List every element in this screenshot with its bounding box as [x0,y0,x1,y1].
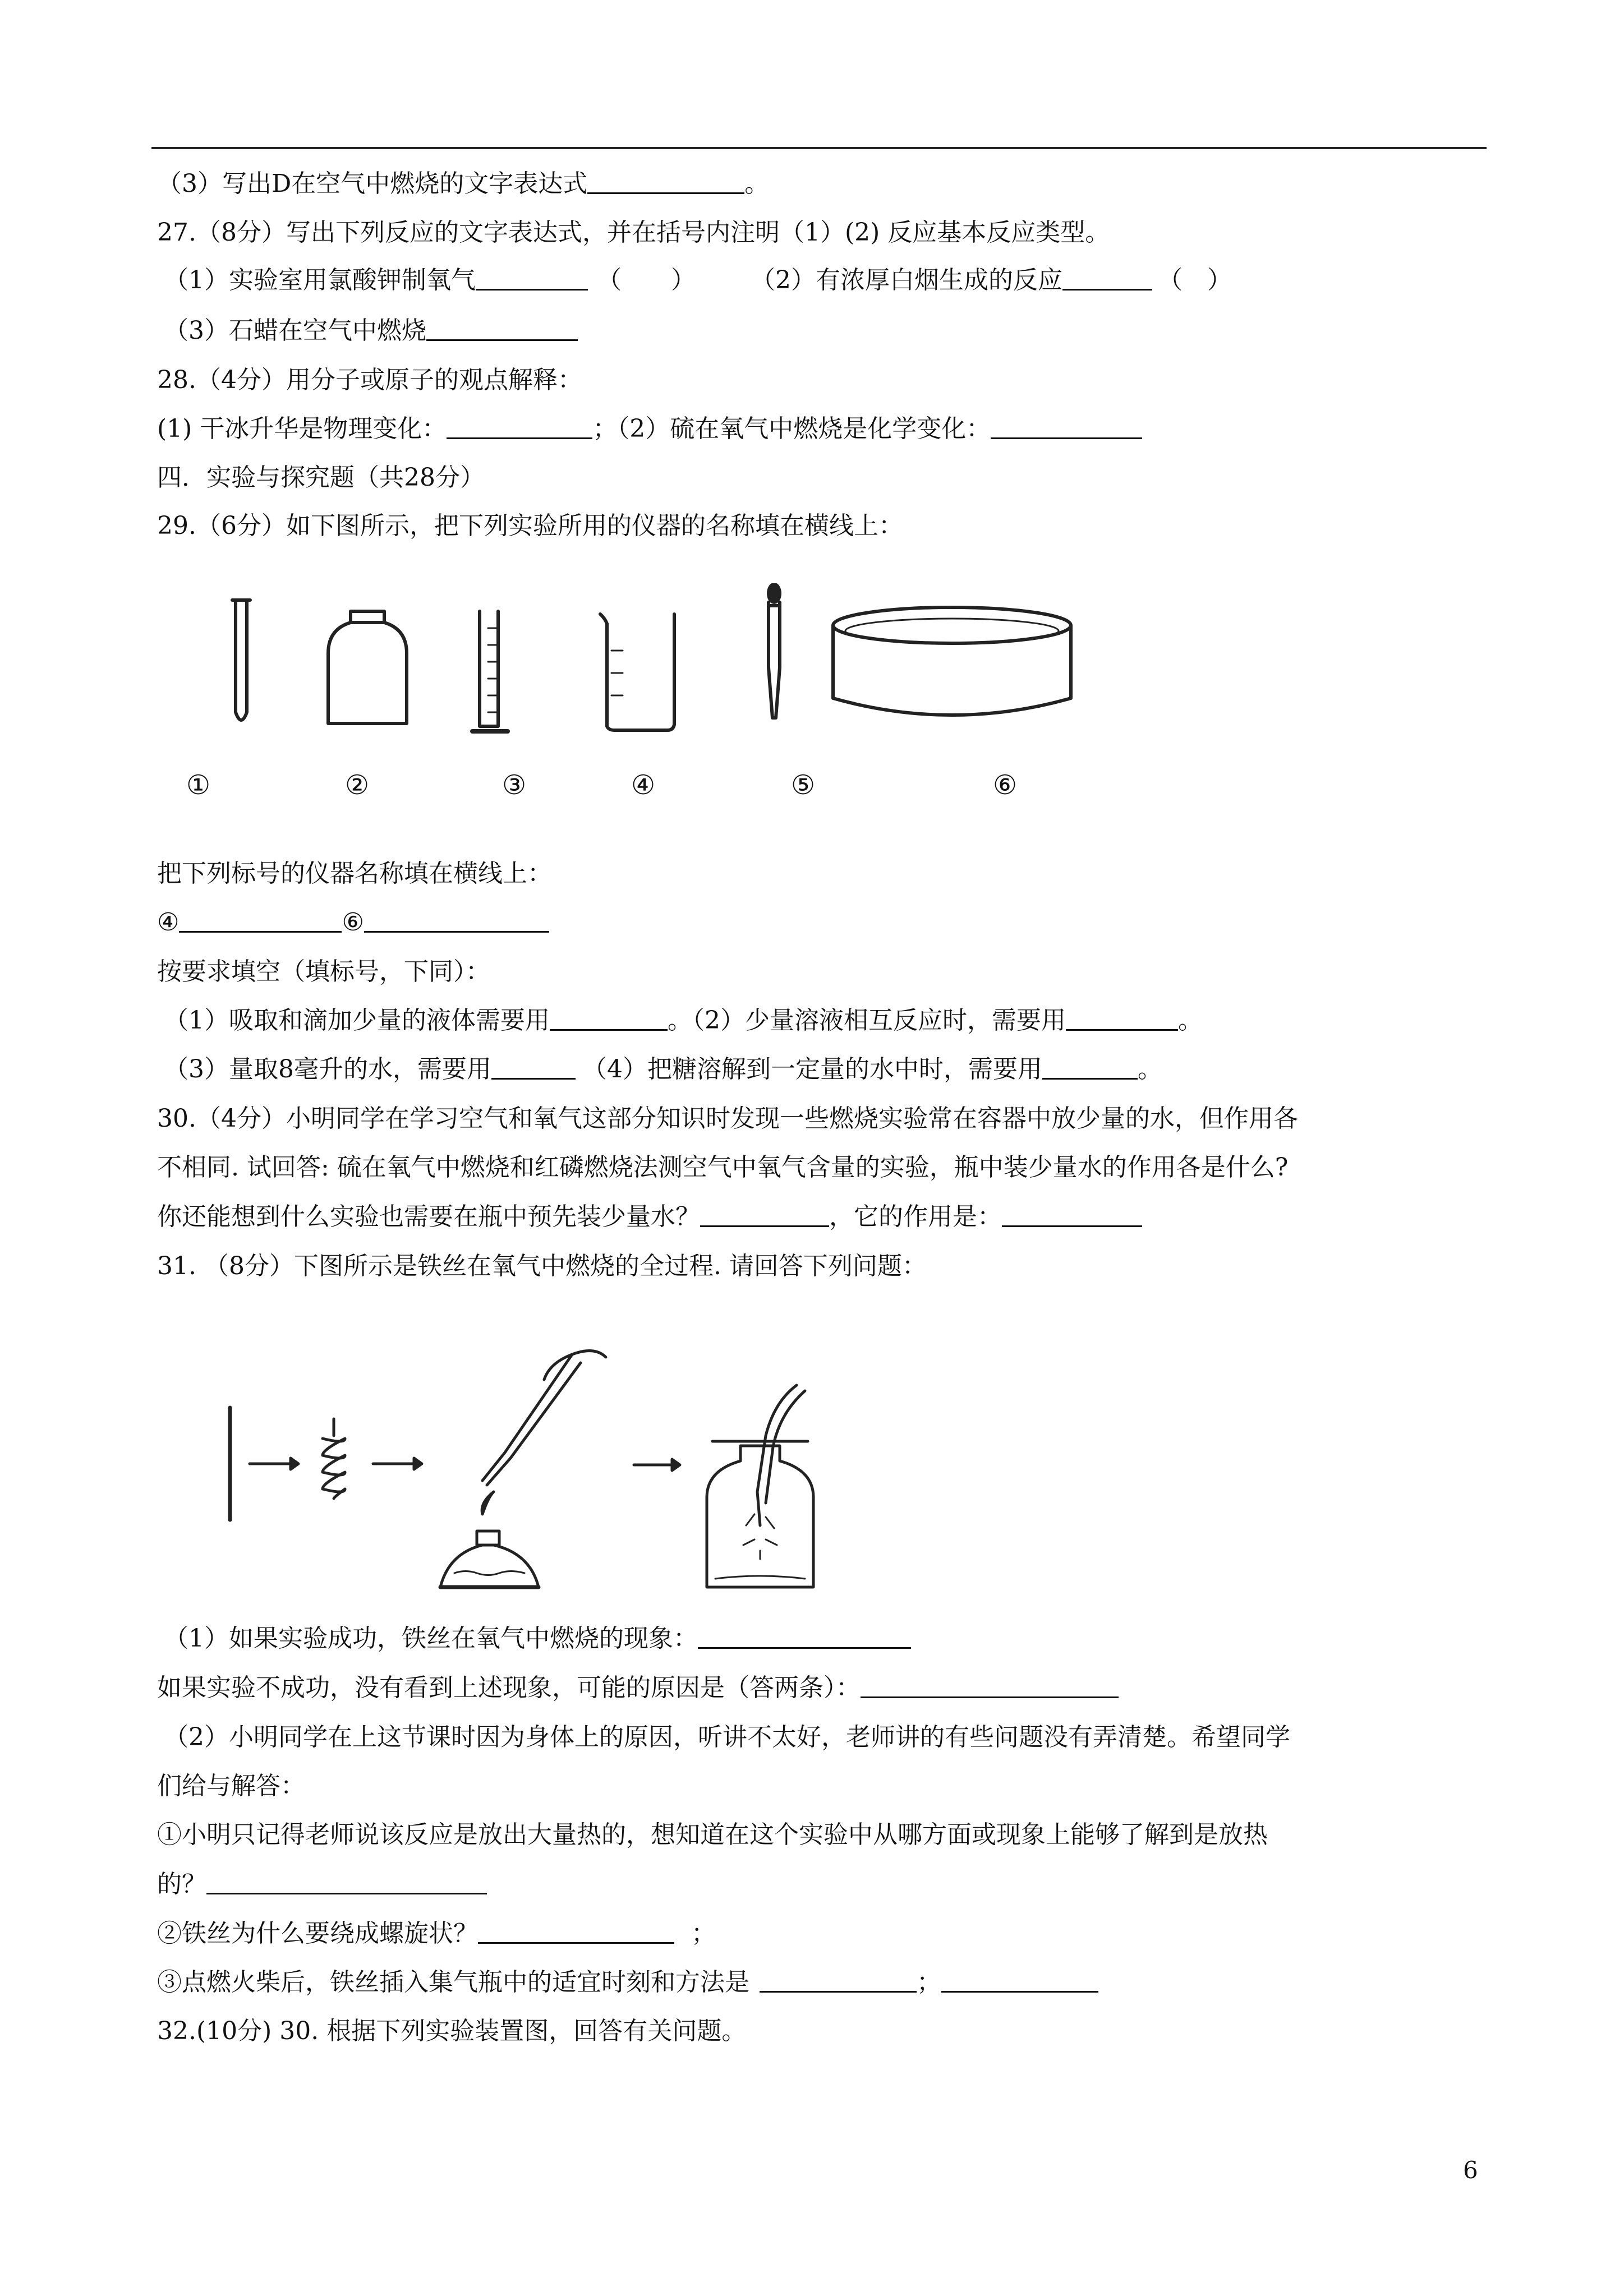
answer-blank[interactable] [364,906,549,933]
instrument-label-2: ② [345,769,370,801]
q31-1-failure [157,1671,1119,1705]
q31-2-b [157,1917,716,1951]
text: ；（2）硫在氧气中燃烧是化学变化： [592,414,991,443]
q29-1-2 [164,1004,1203,1038]
text: 。 [1138,1055,1162,1084]
text: 的？ [157,1870,206,1898]
answer-blank[interactable] [426,315,578,341]
instrument-label-1: ① [186,769,211,801]
instrument-label-6: ⑥ [993,769,1018,801]
q27-title: 27.（8分）写出下列反应的文字表达式，并在括号内注明（1）(2) 反应基本反应类型。 [157,218,1110,247]
q31-2-line1: （2）小明同学在上这节课时因为身体上的原因，听讲不太好，老师讲的有些问题没有弄清楚。希望同学 [164,1723,1290,1751]
dropper-icon [769,584,780,718]
iron-wire-combustion-figure [213,1324,886,1610]
q31-1 [164,1622,911,1656]
answer-blank[interactable] [179,906,342,933]
text: （4）把糖溶解到一定量的水中时，需要用 [582,1055,1042,1084]
q29-instruction-2: 按要求填空（填标号，下同）： [157,957,490,986]
answer-blank[interactable] [861,1672,1119,1698]
wide-mouth-bottle-icon [328,611,407,723]
text: （ ） [597,266,696,294]
text: ； [691,1919,716,1948]
q31-2-a-line1: ①小明只记得老师说该反应是放出大量热的，想知道在这个实验中从哪方面或现象上能够了解到是放热 [157,1820,1268,1849]
answer-blank[interactable] [991,413,1142,439]
graduated-cylinder-icon [472,611,508,731]
q31-2-c [157,1966,1098,1999]
text: 。 [1178,1006,1203,1035]
page-number: 6 [1463,2156,1478,2184]
answer-blank[interactable] [1042,1053,1138,1080]
text: （1）如果实验成功，铁丝在氧气中燃烧的现象： [164,1624,698,1653]
answer-blank[interactable] [476,264,588,291]
answer-blank[interactable] [700,1201,829,1227]
answer-blank[interactable] [587,168,744,194]
answer-blank[interactable] [1062,264,1152,291]
q30-line1: 30.（4分）小明同学在学习空气和氧气这部分知识时发现一些燃烧实验常在容器中放少量的水，但作用各 [157,1104,1298,1133]
answer-blank[interactable] [206,1868,487,1894]
text: 你还能想到什么实验也需要在瓶中预先装少量水？ [157,1202,700,1231]
text: 。 [744,169,770,198]
instrument-label-5: ⑤ [791,769,816,801]
q29-instruction: 把下列标号的仪器名称填在横线上： [157,859,552,888]
q31-title: 31. （8分）下图所示是铁丝在氧气中燃烧的全过程. 请回答下列问题： [157,1252,927,1280]
coiled-iron-wire-icon [323,1419,345,1499]
answer-blank[interactable] [491,1053,576,1080]
q30-line2: 不相同. 试回答: 硫在氧气中燃烧和红磷燃烧法测空气中氧气含量的实验，瓶中装少量水的作用各是什么? [157,1153,1289,1182]
q29-title: 29.（6分）如下图所示，把下列实验所用的仪器的名称填在横线上： [157,511,903,540]
q28-title: 28.（4分）用分子或原子的观点解释： [157,366,582,394]
evaporating-dish-icon [833,607,1071,715]
alcohol-lamp-icon [440,1531,539,1587]
tongs-heating-icon [482,1351,606,1514]
section-4-title: 四．实验与探究题（共28分） [157,463,485,492]
text: ，它的作用是： [829,1202,1002,1231]
q28-items [157,412,1142,446]
q27-1-2 [164,264,1232,297]
answer-blank[interactable] [941,1966,1098,1993]
beaker-icon [600,614,674,730]
text: 。（2）少量溶液相互反应时，需要用 [668,1006,1066,1035]
text: ； [917,1968,941,1997]
arrow-icon [373,1458,422,1469]
text: ③点燃火柴后，铁丝插入集气瓶中的适宜时刻和方法是 [157,1968,749,1997]
text: （1）实验室用氯酸钾制氧气 [164,266,476,294]
test-tube-icon [232,600,250,720]
text: （ ） [1158,266,1232,294]
q27-3 [164,314,578,348]
q31-2-a-line2 [157,1868,487,1901]
text: （2）有浓厚白烟生成的反应 [763,266,1062,294]
text: （1）吸取和滴加少量的液体需要用 [164,1006,550,1035]
answer-blank[interactable] [1066,1004,1178,1031]
text: （3）石蜡在空气中燃烧 [164,316,426,345]
arrow-icon [250,1458,298,1469]
gas-collecting-bottle-icon [707,1385,813,1587]
text: （3）写出D在空气中燃烧的文字表达式 [157,169,588,198]
answer-blank[interactable] [760,1966,917,1993]
answer-blank[interactable] [1002,1201,1142,1227]
text: 如果实验不成功，没有看到上述现象，可能的原因是（答两条）： [157,1673,861,1702]
answer-blank[interactable] [478,1917,674,1944]
q30-line3 [157,1200,1142,1234]
text: ⑥ [342,908,364,937]
instrument-label-4: ④ [631,769,656,801]
answer-blank[interactable] [447,413,592,439]
q26-3 [157,167,769,201]
text: ②铁丝为什么要绕成螺旋状？ [157,1919,478,1948]
q29-3-4 [164,1053,1162,1086]
instrument-label-3: ③ [502,769,527,801]
q32-title: 32.(10分) 30. 根据下列实验装置图，回答有关问题。 [157,2017,747,2045]
text: （3）量取8毫升的水，需要用 [164,1055,491,1084]
answer-blank[interactable] [550,1004,668,1031]
q29-names [157,906,549,939]
header-rule [151,147,1487,149]
q31-2-line2: 们给与解答： [157,1772,305,1800]
answer-blank[interactable] [698,1622,911,1649]
arrow-icon [634,1459,680,1470]
text: ④ [157,908,180,937]
text: (1) 干冰升华是物理变化： [157,414,447,443]
